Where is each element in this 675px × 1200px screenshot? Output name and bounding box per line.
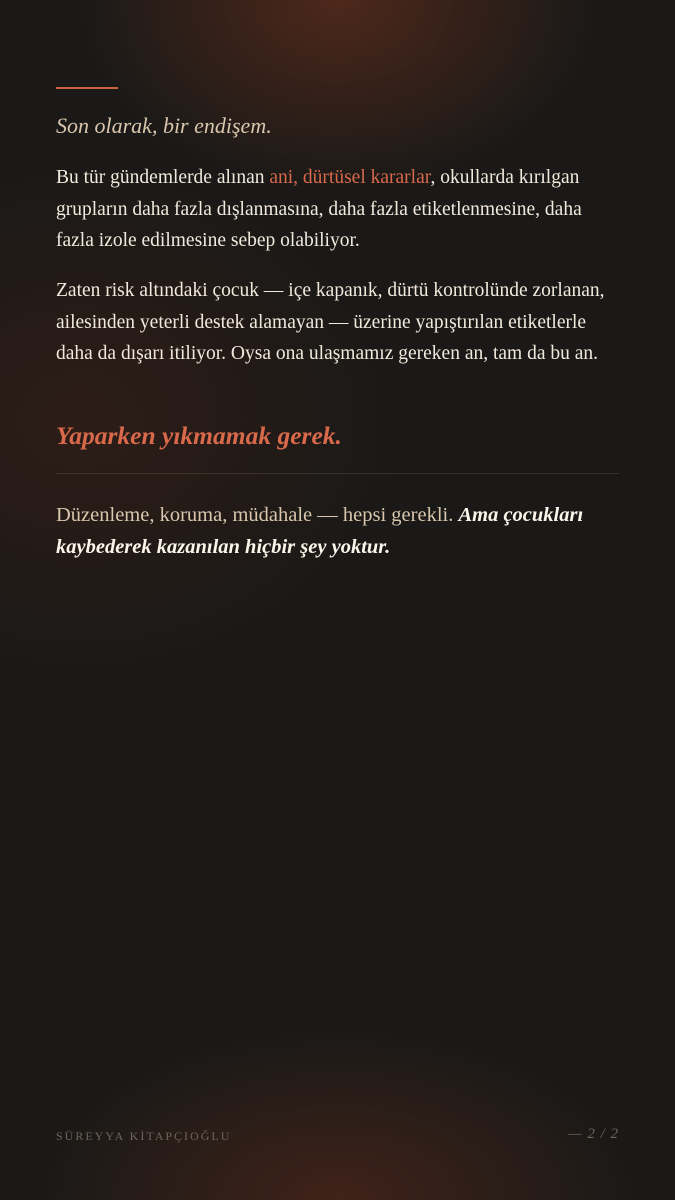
paragraph-impulsive-decisions (56, 162, 619, 257)
emphasis-statement: Yaparken yıkmamak gerek. (56, 421, 342, 450)
closing-lead: Düzenleme, koruma, müdahale — hepsi gerekli. (56, 504, 459, 526)
paragraph-1-lead: Bu tür gündemlerde alınan (56, 167, 270, 188)
document-page (56, 0, 619, 1200)
accent-rule (56, 87, 118, 89)
paragraph-at-risk-child: Zaten risk altındaki çocuk — içe kapanık, dürtü kontrolünde zorlanan, ailesinden yeterli destek alamayan — üzerine yapıştırılan etiketlerle daha da dışarı itiliyor. Oysa ona ulaşmamız gereken an, tam da bu an. (56, 280, 605, 364)
intro-line: Son olarak, bir endişem. (56, 113, 272, 138)
page-indicator: — 2 / 2 (568, 1126, 619, 1142)
closing-paragraph (56, 499, 619, 563)
closing-strong: Ama çocukları kaybederek kazanılan hiçbir şey yoktur. (56, 504, 584, 558)
section-divider (56, 473, 619, 474)
highlighted-phrase: ani, dürtüsel kararlar (269, 167, 431, 188)
author-name: SÜREYYA KİTAPÇIOĞLU (56, 1129, 232, 1143)
paragraph-1-rest: , okullarda kırılgan grupların daha fazla dışlanmasına, daha fazla etiketlenmesine, daha fazla izole edilmesine sebep olabiliyor. (56, 167, 582, 251)
